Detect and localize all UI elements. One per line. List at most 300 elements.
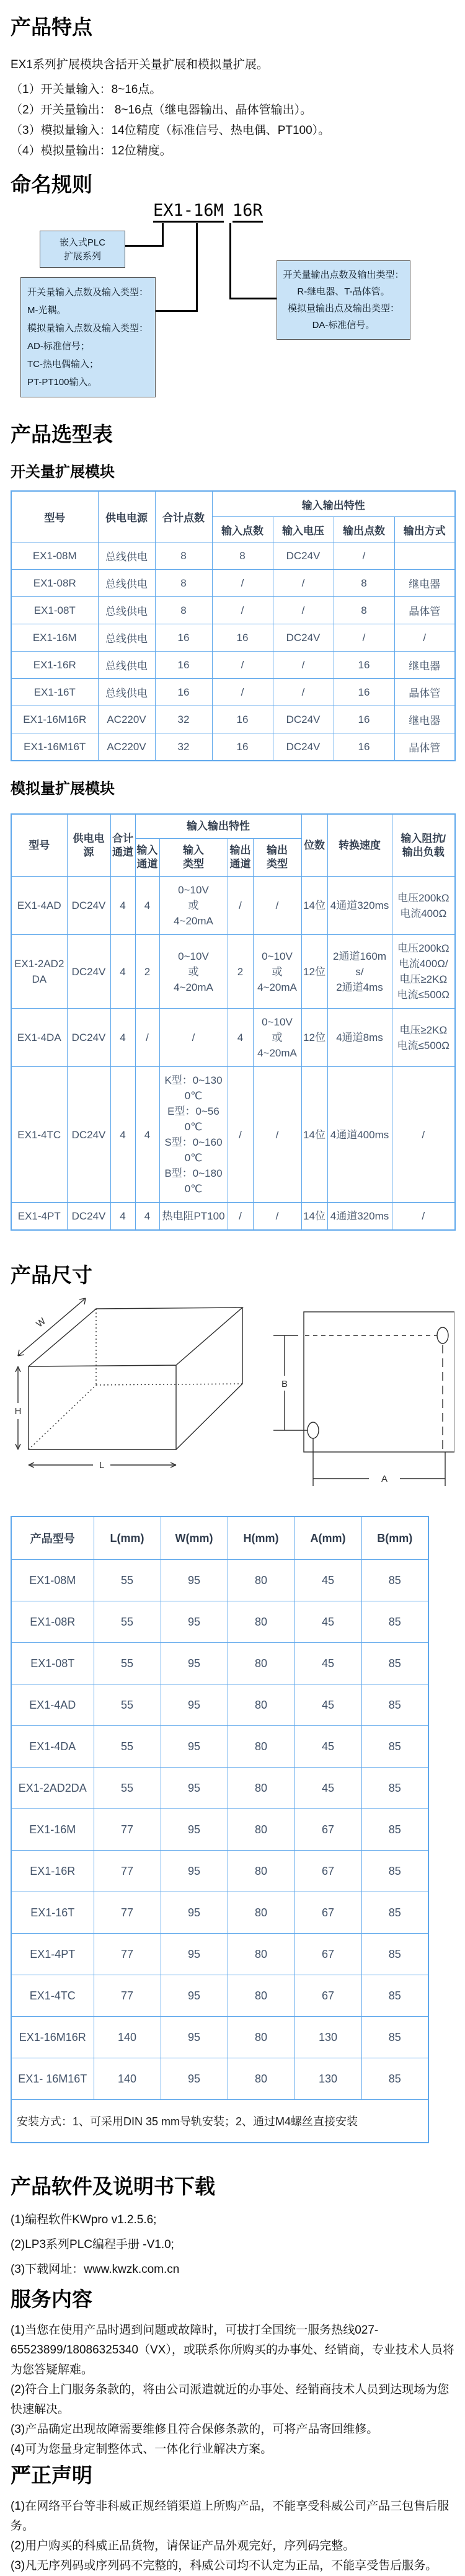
header-row <box>11 1516 428 1560</box>
table-cell: 0~10V 或 4~20mA <box>159 877 228 935</box>
text-line: (1)在网络平台等非科威正规经销渠道上所购产品，不能享受科威公司产品三包售后服务。 <box>11 2500 450 2533</box>
table-cell: / <box>159 1009 228 1067</box>
text-line: 开关量输入点数及输入类型： <box>27 287 149 298</box>
table-cell: 80 <box>228 2058 294 2100</box>
column-header: L(mm) <box>94 1516 161 1560</box>
table-cell: AC220V <box>98 733 155 761</box>
table-cell: 32 <box>155 733 212 761</box>
table-cell: 95 <box>161 1684 228 1726</box>
column-header: 供电电源 <box>98 491 155 542</box>
table-cell: EX1-08R <box>11 570 98 597</box>
table-cell: 55 <box>94 1643 161 1684</box>
table-cell: / <box>394 624 455 652</box>
column-header: 输入电压 <box>273 517 334 542</box>
text-line: (3)产品确定出现故障需要维修且符合保修条款的，可将产品寄回维修。 <box>11 2423 379 2436</box>
table-cell: 85 <box>361 1809 428 1851</box>
text-line: 模拟量输入点数及输入类型： <box>27 323 149 334</box>
column-header: W(mm) <box>161 1516 228 1560</box>
table-cell: EX1-16T <box>11 679 98 706</box>
text-line: R-继电器、T-晶体管。 <box>297 286 390 297</box>
table-cell: / <box>253 1067 301 1203</box>
table-cell: 16 <box>212 624 273 652</box>
table-cell: 85 <box>361 1892 428 1934</box>
table-cell: 45 <box>294 1601 361 1643</box>
table-cell: 67 <box>294 1975 361 2017</box>
table-cell: 8 <box>155 570 212 597</box>
install-note: 安装方式：1、可采用DIN 35 mm导轨安装；2、通过M4螺丝直接安装 <box>11 2100 428 2143</box>
table-cell: EX1- 16M16T <box>11 2058 94 2100</box>
table-cell: 95 <box>161 1560 228 1601</box>
table-cell: 77 <box>94 1934 161 1975</box>
table-cell: DC24V <box>67 877 110 935</box>
table-row <box>11 1726 428 1768</box>
product-dimension-drawing <box>11 1296 454 1494</box>
table-cell: / <box>273 679 334 706</box>
column-header: 产品型号 <box>11 1516 94 1560</box>
table-cell: 45 <box>294 1726 361 1768</box>
table-cell: 140 <box>94 2058 161 2100</box>
column-header: A(mm) <box>294 1516 361 1560</box>
table-cell: 14位 <box>301 1067 327 1203</box>
table-cell: 4 <box>228 1009 253 1067</box>
table-cell: 晶体管 <box>394 679 455 706</box>
table-cell: 4 <box>110 877 135 935</box>
connector-line <box>119 245 164 247</box>
table-cell: 85 <box>361 1726 428 1768</box>
column-header: 位数 <box>301 814 327 877</box>
table-cell: 16 <box>155 624 212 652</box>
table-cell: 晶体管 <box>394 733 455 761</box>
table-cell: DC24V <box>67 935 110 1009</box>
table-cell: 4 <box>110 1203 135 1231</box>
table-cell: 55 <box>94 1726 161 1768</box>
column-header: 输出点数 <box>334 517 394 542</box>
digital-expansion-table <box>11 490 456 761</box>
text-line: TC-热电偶输入； <box>27 359 99 370</box>
table-cell: EX1-08M <box>11 542 98 570</box>
table-cell: 0~10V 或 4~20mA <box>253 1009 301 1067</box>
table-cell: 热电阻PT100 <box>159 1203 228 1231</box>
table-cell: 45 <box>294 1684 361 1726</box>
text-line: 扩展系列 <box>63 251 101 262</box>
naming-input-box <box>20 277 156 397</box>
table-cell: 77 <box>94 1809 161 1851</box>
subtitle-analog-modules: 模拟量扩展模块 <box>11 781 115 797</box>
column-header: 型号 <box>11 814 67 877</box>
table-cell: EX1-16M <box>11 624 98 652</box>
table-cell: EX1-08T <box>11 1643 94 1684</box>
table-cell: / <box>253 1203 301 1231</box>
table-cell: / <box>228 1203 253 1231</box>
table-cell: 95 <box>161 1975 228 2017</box>
table-cell: 77 <box>94 1975 161 2017</box>
features-intro: EX1系列扩展模块含括开关量扩展和模拟量扩展。 <box>11 58 268 71</box>
table-cell: EX1-4TC <box>11 1975 94 2017</box>
table-cell: EX1-16R <box>11 652 98 679</box>
table-cell: / <box>273 570 334 597</box>
text-line: (2)用户购买的科威正品货物，请保证产品外观完好，序列码完整。 <box>11 2539 355 2552</box>
table-cell: 80 <box>228 1934 294 1975</box>
table-cell: EX1-2AD2DA <box>11 935 67 1009</box>
table-cell: 45 <box>294 1643 361 1684</box>
table-cell: 2 <box>135 935 159 1009</box>
table-cell: 85 <box>361 1934 428 1975</box>
table-cell: 67 <box>294 1851 361 1892</box>
column-header: 输出方式 <box>394 517 455 542</box>
dimension-table <box>11 1516 429 2143</box>
service-list <box>11 2321 454 2459</box>
table-cell: 95 <box>161 2058 228 2100</box>
section-title-selection: 产品选型表 <box>11 423 113 446</box>
table-cell: 16 <box>155 679 212 706</box>
table-cell: 80 <box>228 1892 294 1934</box>
text-line: 开关量输出点数及输出类型： <box>283 270 404 280</box>
table-row <box>11 1892 428 1934</box>
table-cell: / <box>212 652 273 679</box>
table-cell: 95 <box>161 1851 228 1892</box>
text-line: M-光耦。 <box>27 305 66 316</box>
table-cell: DC24V <box>67 1203 110 1231</box>
table-row <box>11 597 455 624</box>
column-header: 供电电源 <box>67 814 110 877</box>
table-cell: 16 <box>212 733 273 761</box>
table-cell: EX1-08R <box>11 1601 94 1643</box>
text-line: (3)下载网址：www.kwzk.com.cn <box>11 2263 180 2276</box>
table-cell: 2通道160ms/ 2通道4ms <box>327 935 392 1009</box>
table-cell: EX1-2AD2DA <box>11 1768 94 1809</box>
table-cell: EX1-16R <box>11 1851 94 1892</box>
table-cell: 85 <box>361 2017 428 2058</box>
table-cell: EX1-4DA <box>11 1726 94 1768</box>
analog-expansion-table <box>11 813 456 1231</box>
table-cell: DC24V <box>273 733 334 761</box>
section-title-service: 服务内容 <box>11 2288 92 2311</box>
table-cell: 80 <box>228 2017 294 2058</box>
text-line: 模拟量输出点及输出类型： <box>287 303 399 314</box>
table-cell: 4通道320ms <box>327 877 392 935</box>
text-line: (2)符合上门服务条款的，将由公司派遣就近的办事处、经销商技术人员到达现场为您快速解决。 <box>11 2383 450 2416</box>
table-cell: DC24V <box>273 624 334 652</box>
table-row <box>11 2017 428 2058</box>
table-cell: / <box>228 1067 253 1203</box>
table-cell: 130 <box>294 2058 361 2100</box>
table-cell: 16 <box>334 679 394 706</box>
table-cell: 总线供电 <box>98 624 155 652</box>
table-cell: 16 <box>212 706 273 733</box>
table-row <box>11 652 455 679</box>
text-line: （3）模拟量输入：14位精度（标准信号、热电偶、PT100）。 <box>11 124 330 137</box>
table-cell: 电压200kΩ 电流400Ω/ 电压≥2KΩ 电流≤500Ω <box>392 935 455 1009</box>
table-cell: / <box>212 679 273 706</box>
table-cell: EX1-16M16T <box>11 733 98 761</box>
table-cell: 4 <box>135 1067 159 1203</box>
table-cell: 总线供电 <box>98 542 155 570</box>
table-row <box>11 1560 428 1601</box>
table-cell: EX1-4DA <box>11 1009 67 1067</box>
table-cell: 55 <box>94 1601 161 1643</box>
table-cell: 140 <box>94 2017 161 2058</box>
table-row <box>11 1851 428 1892</box>
table-cell: EX1-4AD <box>11 1684 94 1726</box>
section-title-features: 产品特点 <box>11 15 92 38</box>
table-cell: / <box>273 652 334 679</box>
table-cell: 95 <box>161 1768 228 1809</box>
table-cell: 晶体管 <box>394 597 455 624</box>
table-cell: 总线供电 <box>98 652 155 679</box>
text-line: (3)凡无序列码或序列码不完整的，科威公司均不认定为正品，不能享受售后服务。 <box>11 2559 438 2572</box>
table-cell: / <box>334 624 394 652</box>
table-cell: 32 <box>155 706 212 733</box>
table-cell: K型：0~1300℃ E型：0~560℃ S型：0~1600℃ B型：0~1800℃ <box>159 1067 228 1203</box>
table-cell: 95 <box>161 1726 228 1768</box>
table-cell: 95 <box>161 1892 228 1934</box>
table-row <box>11 1203 455 1231</box>
table-row <box>11 1768 428 1809</box>
section-title-statement: 严正声明 <box>11 2464 92 2487</box>
column-header: 输入点数 <box>212 517 273 542</box>
table-cell: EX1-08T <box>11 597 98 624</box>
model-code-input: 16M <box>193 201 224 223</box>
table-cell: 130 <box>294 2017 361 2058</box>
column-header: 输入阻抗/ 输出负载 <box>392 814 455 877</box>
connector-line <box>162 223 164 246</box>
table-cell: EX1-16M <box>11 1809 94 1851</box>
table-cell: / <box>253 877 301 935</box>
dim-label-a: A <box>381 1474 388 1484</box>
table-row <box>11 706 455 733</box>
table-cell: EX1-08M <box>11 1560 94 1601</box>
table-cell: EX1-16T <box>11 1892 94 1934</box>
table-cell: 80 <box>228 1809 294 1851</box>
table-row <box>11 733 455 761</box>
table-cell: 4 <box>135 1203 159 1231</box>
table-cell: 95 <box>161 1601 228 1643</box>
table-cell: 总线供电 <box>98 679 155 706</box>
table-row <box>11 1601 428 1643</box>
section-title-naming: 命名规则 <box>11 173 92 196</box>
table-cell: DC24V <box>273 542 334 570</box>
table-cell: 95 <box>161 1643 228 1684</box>
text-line: AD-标准信号； <box>27 341 90 352</box>
table-cell: 8 <box>334 597 394 624</box>
table-cell: 电压200kΩ 电流400Ω <box>392 877 455 935</box>
text-line: （2）开关量输出： 8~16点（继电器输出、晶体管输出）。 <box>11 104 312 117</box>
table-cell: 55 <box>94 1768 161 1809</box>
model-code <box>153 201 263 220</box>
table-cell: 4通道8ms <box>327 1009 392 1067</box>
table-cell: / <box>212 597 273 624</box>
table-row <box>11 1067 455 1203</box>
table-cell: 8 <box>334 570 394 597</box>
table-cell: 55 <box>94 1560 161 1601</box>
table-cell: 总线供电 <box>98 597 155 624</box>
table-cell: 95 <box>161 1809 228 1851</box>
table-cell: EX1-4PT <box>11 1203 67 1231</box>
table-cell: 55 <box>94 1684 161 1726</box>
table-cell: 电压≥2KΩ 电流≤500Ω <box>392 1009 455 1067</box>
table-cell: 0~10V 或 4~20mA <box>253 935 301 1009</box>
column-header: 输出 通道 <box>228 839 253 877</box>
column-header: 输入输出特性 <box>212 491 455 517</box>
table-cell: 85 <box>361 1684 428 1726</box>
table-cell: AC220V <box>98 706 155 733</box>
table-cell: / <box>135 1009 159 1067</box>
column-header: 输入输出特性 <box>135 814 301 839</box>
table-cell: 16 <box>155 652 212 679</box>
column-header: 输出 类型 <box>253 839 301 877</box>
table-cell: 77 <box>94 1851 161 1892</box>
table-row <box>11 570 455 597</box>
table-cell: 80 <box>228 1768 294 1809</box>
table-cell: 45 <box>294 1560 361 1601</box>
table-cell <box>394 542 455 570</box>
table-cell: 0~10V 或 4~20mA <box>159 935 228 1009</box>
table-cell: EX1-4TC <box>11 1067 67 1203</box>
table-cell: / <box>392 1203 455 1231</box>
table-cell: 95 <box>161 2017 228 2058</box>
table-cell: 67 <box>294 1892 361 1934</box>
table-cell: 2 <box>228 935 253 1009</box>
section-title-downloads: 产品软件及说明书下载 <box>11 2175 215 2198</box>
table-row <box>11 542 455 570</box>
table-row <box>11 935 455 1009</box>
table-cell: 80 <box>228 1643 294 1684</box>
table-cell: / <box>273 597 334 624</box>
table-row <box>11 877 455 935</box>
connector-line <box>229 298 277 299</box>
table-cell: 77 <box>94 1892 161 1934</box>
table-cell: 继电器 <box>394 570 455 597</box>
text-line: (2)LP3系列PLC编程手册 -V1.0; <box>11 2238 174 2251</box>
table-cell: 16 <box>334 652 394 679</box>
dim-label-h: H <box>14 1406 22 1417</box>
column-header: 型号 <box>11 491 98 542</box>
table-row <box>11 1643 428 1684</box>
naming-diagram <box>11 197 454 411</box>
table-cell: 4 <box>135 877 159 935</box>
column-header: B(mm) <box>361 1516 428 1560</box>
table-cell: 12位 <box>301 1009 327 1067</box>
downloads-list <box>11 2208 454 2282</box>
table-cell: EX1-4PT <box>11 1934 94 1975</box>
text-line: 嵌入式PLC <box>59 237 106 248</box>
text-line: (4)可为您量身定制整体式、一体化行业解决方案。 <box>11 2443 273 2456</box>
column-header: 转换速度 <box>327 814 392 877</box>
statement-list <box>11 2497 454 2576</box>
table-cell: EX1-16M16R <box>11 706 98 733</box>
table-footer-row <box>11 2100 428 2143</box>
text-line: (1)当您在使用产品时遇到问题或故障时，可拔打全国统一服务热线027-65523899/18086325340（VX），或联系你所购买的办事处、经销商，专业技术人员将为您答疑解难。 <box>11 2324 454 2376</box>
table-cell: 80 <box>228 1601 294 1643</box>
table-cell: DC24V <box>67 1009 110 1067</box>
table-cell: 95 <box>161 1934 228 1975</box>
table-cell: EX1-4AD <box>11 877 67 935</box>
table-cell: 继电器 <box>394 706 455 733</box>
table-cell: 85 <box>361 1601 428 1643</box>
table-cell: 4通道320ms <box>327 1203 392 1231</box>
text-line: (1)编程软件KWpro v1.2.5.6; <box>11 2213 157 2226</box>
table-cell: DC24V <box>67 1067 110 1203</box>
table-cell: DC24V <box>273 706 334 733</box>
table-cell: 8 <box>155 597 212 624</box>
column-header: 合计点数 <box>155 491 212 542</box>
table-row <box>11 624 455 652</box>
table-cell: 80 <box>228 1975 294 2017</box>
table-cell: 45 <box>294 1768 361 1809</box>
table-cell: 85 <box>361 2058 428 2100</box>
table-cell: 85 <box>361 1643 428 1684</box>
connector-line <box>196 223 198 311</box>
dim-label-b: B <box>281 1379 288 1389</box>
features-list <box>11 79 454 161</box>
table-cell: 80 <box>228 1851 294 1892</box>
table-cell: 85 <box>361 1768 428 1809</box>
table-cell: 8 <box>155 542 212 570</box>
table-cell: 4 <box>110 935 135 1009</box>
table-cell: 总线供电 <box>98 570 155 597</box>
table-row <box>11 1934 428 1975</box>
naming-output-box <box>277 260 410 340</box>
table-cell: 67 <box>294 1809 361 1851</box>
table-cell: 14位 <box>301 1203 327 1231</box>
table-cell: 16 <box>334 706 394 733</box>
table-cell: 80 <box>228 1684 294 1726</box>
text-line: PT-PT100输入。 <box>27 377 97 387</box>
table-cell: 80 <box>228 1726 294 1768</box>
dim-label-w: W <box>34 1316 48 1330</box>
table-cell: 80 <box>228 1560 294 1601</box>
table-row <box>11 1684 428 1726</box>
dim-label-l: L <box>99 1460 105 1471</box>
table-cell: 4 <box>110 1009 135 1067</box>
table-cell: 4通道400ms <box>327 1067 392 1203</box>
table-cell: 8 <box>212 542 273 570</box>
text-line: （1）开关量输入：8~16点。 <box>11 83 162 96</box>
text-line: （4）模拟量输出：12位精度。 <box>11 144 172 157</box>
subtitle-digital-modules: 开关量扩展模块 <box>11 464 115 480</box>
section-title-dimensions: 产品尺寸 <box>11 1264 92 1286</box>
table-row <box>11 2058 428 2100</box>
table-cell: 85 <box>361 1851 428 1892</box>
model-code-output: 16R <box>232 201 263 223</box>
table-cell: / <box>228 877 253 935</box>
text-line: DA-标准信号。 <box>312 320 375 330</box>
column-header: 输入 类型 <box>159 839 228 877</box>
model-code-series: EX1- <box>153 201 193 223</box>
column-header: H(mm) <box>228 1516 294 1560</box>
connector-line <box>229 223 231 299</box>
table-cell: 85 <box>361 1560 428 1601</box>
table-cell: 4 <box>110 1067 135 1203</box>
table-cell: 67 <box>294 1934 361 1975</box>
table-cell: 14位 <box>301 877 327 935</box>
column-header: 合计 通道 <box>110 814 135 877</box>
table-cell: 85 <box>361 1975 428 2017</box>
table-cell: / <box>334 542 394 570</box>
table-cell: / <box>212 570 273 597</box>
table-cell: EX1-16M16R <box>11 2017 94 2058</box>
header-row <box>11 491 455 517</box>
table-row <box>11 1009 455 1067</box>
table-row <box>11 1975 428 2017</box>
table-row <box>11 1809 428 1851</box>
header-row <box>11 814 455 839</box>
naming-series-box <box>40 231 125 268</box>
table-cell: 16 <box>334 733 394 761</box>
table-cell: / <box>392 1067 455 1203</box>
column-header: 输入 通道 <box>135 839 159 877</box>
table-row <box>11 679 455 706</box>
